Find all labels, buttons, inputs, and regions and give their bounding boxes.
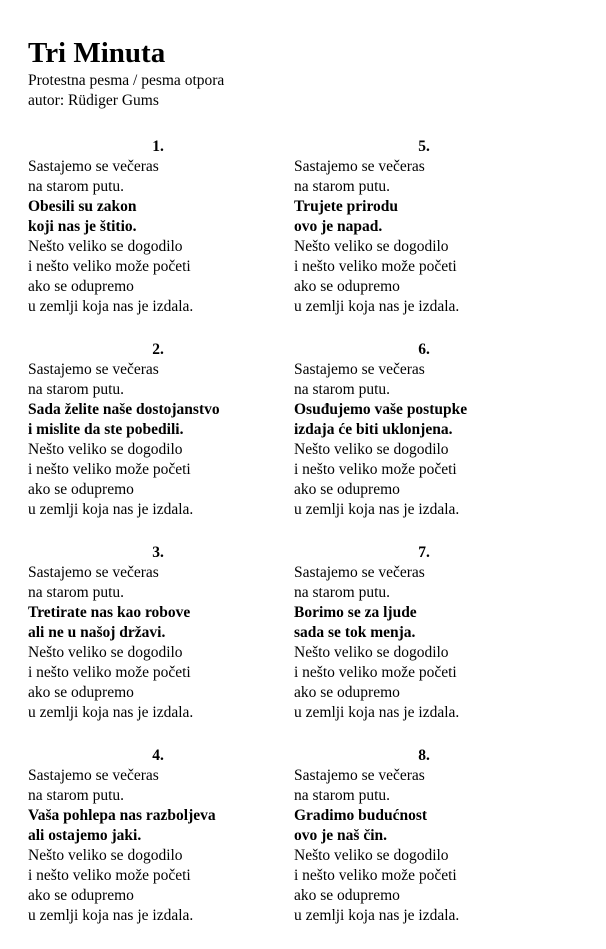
verse-line: Nešto veliko se dogodilo [294,238,449,255]
verse-number: 5. [418,138,430,155]
verse-4 [28,746,288,949]
verse-line: ako se odupremo [28,278,134,295]
verse-line: Sastajemo se večeras [294,564,425,581]
verse-line: i nešto veliko može početi [294,461,457,478]
verse-line: ako se odupremo [28,684,134,701]
verse-line: i nešto veliko može početi [294,664,457,681]
verse-line-emphasis: ovo je naš čin. [294,827,387,844]
verse-line: Nešto veliko se dogodilo [294,441,449,458]
verse-7 [294,543,554,746]
verse-line-emphasis: ovo je napad. [294,218,383,235]
verse-6 [294,340,554,543]
verse-line: na starom putu. [28,381,124,398]
verse-line-emphasis: Borimo se za ljude [294,604,417,621]
verse-line: Nešto veliko se dogodilo [28,441,183,458]
verse-line-emphasis: sada se tok menja. [294,624,416,641]
verse-line: u zemlji koja nas je izdala. [294,501,460,518]
verse-line: na starom putu. [28,178,124,195]
verse-line: Sastajemo se večeras [28,158,159,175]
verse-line: ako se odupremo [28,481,134,498]
verse-line: na starom putu. [294,787,390,804]
verse-2 [28,340,288,543]
verse-line-emphasis: Gradimo budućnost [294,807,428,824]
verse-line: i nešto veliko može početi [28,258,191,275]
page-subtitle: Protestna pesma / pesma otpora [28,72,225,89]
verse-line-emphasis: Trujete prirodu [294,198,399,215]
verse-line-emphasis: ali ostajemo jaki. [28,827,142,844]
verse-line-emphasis: ali ne u našoj državi. [28,624,166,641]
verse-line-emphasis: Tretirate nas kao robove [28,604,191,621]
verse-1 [28,137,288,340]
verse-line-emphasis: koji nas je štitio. [28,218,137,235]
verse-line: Sastajemo se večeras [294,361,425,378]
verse-line: Sastajemo se večeras [294,767,425,784]
verse-line: u zemlji koja nas je izdala. [294,907,460,924]
verse-number: 4. [152,747,164,764]
verse-line: i nešto veliko može početi [28,461,191,478]
page-title: Tri Minuta [28,37,166,69]
verse-line-emphasis: Sada želite naše dostojanstvo [28,401,220,418]
verse-line: na starom putu. [294,178,390,195]
verse-line-emphasis: i mislite da ste pobedili. [28,421,184,438]
verses-left-column [28,137,288,949]
verse-line: u zemlji koja nas je izdala. [28,501,194,518]
author-line: autor: Rüdiger Gums [28,92,159,109]
verse-line: u zemlji koja nas je izdala. [28,298,194,315]
verse-number: 8. [418,747,430,764]
verse-3 [28,543,288,746]
verse-line: i nešto veliko može početi [294,867,457,884]
verse-line-emphasis: Osuđujemo vaše postupke [294,401,468,418]
verse-line: na starom putu. [294,584,390,601]
verse-line: u zemlji koja nas je izdala. [294,704,460,721]
verses-right-column [294,137,554,949]
verse-line: Sastajemo se večeras [28,564,159,581]
verse-line: i nešto veliko može početi [28,867,191,884]
verse-line: Sastajemo se večeras [294,158,425,175]
verse-number: 6. [418,341,430,358]
verse-line: ako se odupremo [294,684,400,701]
verse-line: na starom putu. [28,584,124,601]
verse-line-emphasis: Obesili su zakon [28,198,137,215]
verse-line: u zemlji koja nas je izdala. [28,907,194,924]
verse-line: Nešto veliko se dogodilo [294,644,449,661]
verse-line: na starom putu. [294,381,390,398]
verse-8 [294,746,554,949]
verse-line: Nešto veliko se dogodilo [28,644,183,661]
verse-line: Nešto veliko se dogodilo [28,238,183,255]
verse-line: Sastajemo se večeras [28,361,159,378]
verse-line: ako se odupremo [294,278,400,295]
verse-line-emphasis: Vaša pohlepa nas razboljeva [28,807,216,824]
verse-line: ako se odupremo [294,481,400,498]
verse-number: 1. [152,138,164,155]
verse-line: u zemlji koja nas je izdala. [294,298,460,315]
verse-line: ako se odupremo [28,887,134,904]
verse-5 [294,137,554,340]
verse-line: i nešto veliko može početi [294,258,457,275]
verse-number: 7. [418,544,430,561]
verse-line: Sastajemo se večeras [28,767,159,784]
verse-number: 2. [152,341,164,358]
verse-line: u zemlji koja nas je izdala. [28,704,194,721]
verse-line: i nešto veliko može početi [28,664,191,681]
verse-line-emphasis: izdaja će biti uklonjena. [294,421,453,438]
verse-line: Nešto veliko se dogodilo [28,847,183,864]
verse-number: 3. [152,544,164,561]
verse-line: na starom putu. [28,787,124,804]
verse-line: Nešto veliko se dogodilo [294,847,449,864]
verse-line: ako se odupremo [294,887,400,904]
